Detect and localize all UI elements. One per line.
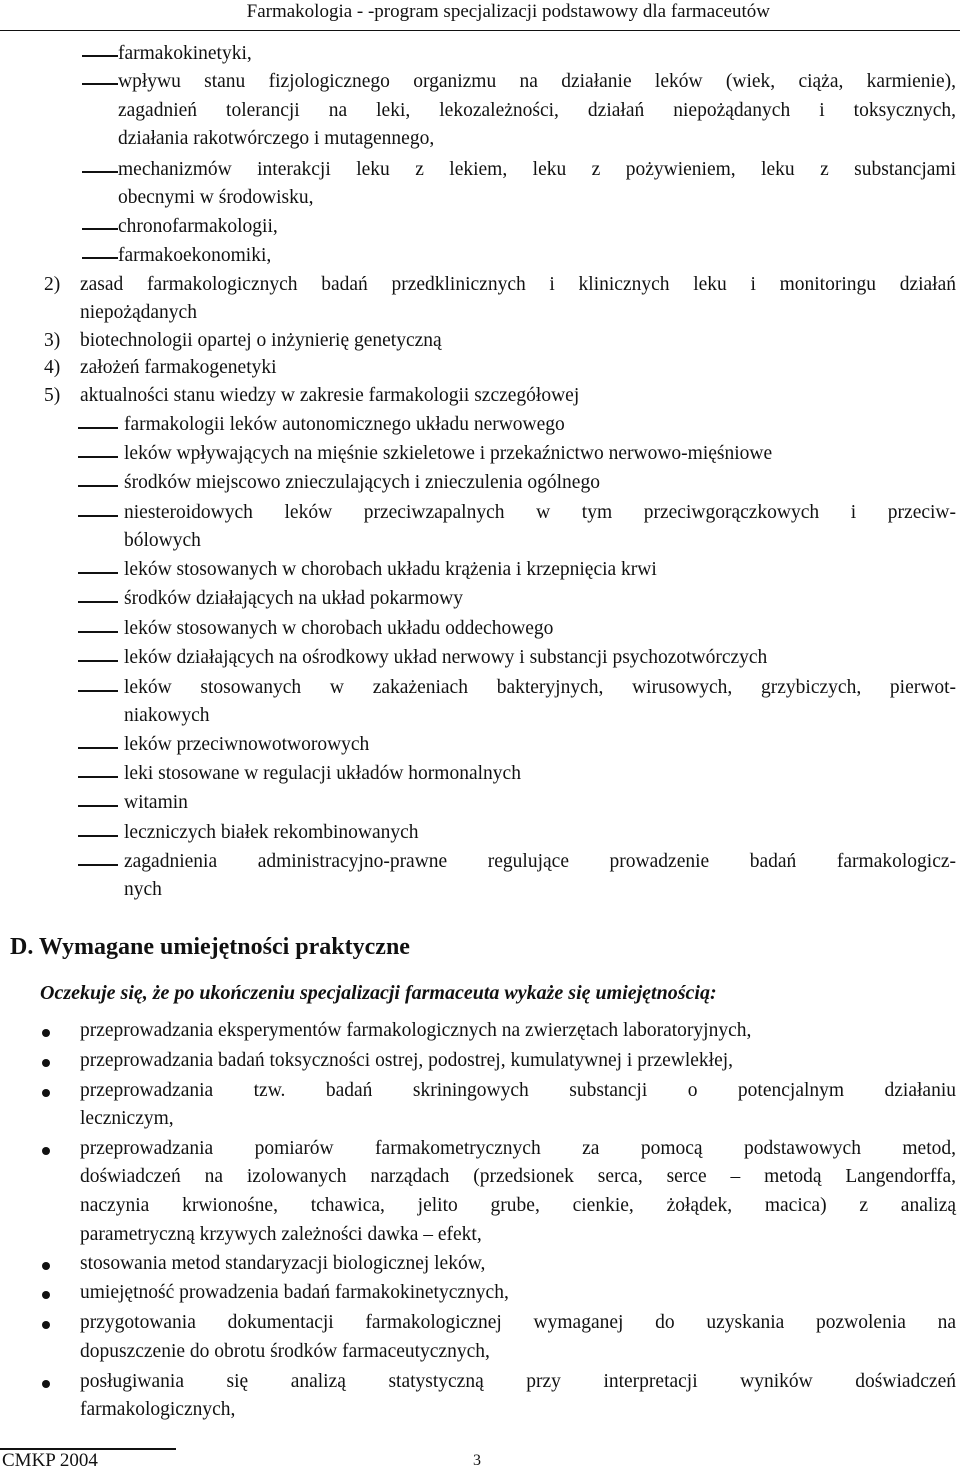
list-item: środków działających na układ pokarmowy [124, 588, 463, 609]
bullet-dot [42, 1262, 50, 1270]
list-item: przeprowadzania tzw. badań skriningowych substancji o potencjalnym działaniu [80, 1080, 956, 1101]
list-item: farmakokinetyki, [118, 43, 252, 64]
bullet-dot [42, 1059, 50, 1067]
dash-bullet [78, 631, 118, 633]
list-item: przeprowadzania badań toksyczności ostrej, podostrej, kumulatywnej i przewlekłej, [80, 1050, 734, 1071]
list-item: dopuszczenie do obrotu środków farmaceutycznych, [80, 1341, 490, 1362]
list-item: środków miejscowo znieczulających i znieczulenia ogólnego [124, 472, 600, 493]
list-item: farmakologicznych, [80, 1399, 236, 1420]
dash-bullet [82, 83, 118, 85]
list-item: wpływu stanu fizjologicznego organizmu na działanie leków (wiek, ciąża, karmienie), [118, 71, 956, 92]
list-item: chronofarmakologii, [118, 216, 278, 237]
bullet-dot [42, 1089, 50, 1097]
list-item: zasad farmakologicznych badań przedklinicznych i klinicznych leku i monitoringu działań [80, 274, 956, 295]
dash-bullet [78, 572, 118, 574]
item-number: 3) [44, 330, 61, 351]
dash-bullet [78, 776, 118, 778]
list-item: leków wpływających na mięśnie szkieletowe i przekaźnictwo nerwowo-mięśniowe [124, 443, 773, 464]
dash-bullet [78, 515, 118, 517]
footer-label: CMKP 2004 [2, 1450, 98, 1471]
list-item: umiejętność prowadzenia badań farmakokinetycznych, [80, 1282, 509, 1303]
dash-bullet [82, 55, 118, 57]
list-item: doświadczeń na izolowanych narządach (przedsionek serca, serce – metodą Langendorffa, [80, 1166, 956, 1187]
list-item: założeń farmakogenetyki [80, 357, 277, 378]
dash-bullet [82, 228, 118, 230]
list-item: przeprowadzania pomiarów farmakometrycznych za pomocą podstawowych metod, [80, 1138, 956, 1159]
dash-bullet [78, 485, 118, 487]
dash-bullet [78, 427, 118, 429]
section-heading: D. Wymagane umiejętności praktyczne [10, 934, 410, 960]
list-item: leki stosowane w regulacji układów hormonalnych [124, 763, 521, 784]
dash-bullet [78, 456, 118, 458]
dash-bullet [78, 660, 118, 662]
list-item: leków stosowanych w chorobach układu oddechowego [124, 618, 554, 639]
list-item: aktualności stanu wiedzy w zakresie farmakologii szczegółowej [80, 385, 580, 406]
list-item: posługiwania się analizą statystyczną przy interpretacji wyników doświadczeń [80, 1371, 956, 1392]
list-item: niesteroidowych leków przeciwzapalnych w tym przeciwgorączkowych i przeciw- [124, 502, 956, 523]
page-number: 3 [473, 1452, 481, 1469]
page-header [0, 0, 960, 31]
list-item: zagadnienia administracyjno-prawne regulujące prowadzenie badań farmakologicz- [124, 851, 956, 872]
dash-bullet [78, 805, 118, 807]
list-item: nych [124, 879, 162, 900]
dash-bullet [78, 690, 118, 692]
dash-bullet [78, 864, 118, 866]
bullet-dot [42, 1321, 50, 1329]
dash-bullet [78, 835, 118, 837]
list-item: przygotowania dokumentacji farmakologicznej wymaganej do uzyskania pozwolenia na [80, 1312, 956, 1333]
list-item: obecnymi w środowisku, [118, 187, 314, 208]
list-item: naczynia krwionośne, tchawica, jelito grube, cienkie, żołądek, macica) z analizą [80, 1195, 956, 1216]
dash-bullet [82, 257, 118, 259]
dash-bullet [82, 171, 118, 173]
list-item: niepożądanych [80, 302, 197, 323]
list-item: witamin [124, 792, 188, 813]
list-item: bólowych [124, 530, 201, 551]
list-item: działania rakotwórczego i mutagennego, [118, 128, 435, 149]
list-item: leków stosowanych w zakażeniach bakteryjnych, wirusowych, grzybiczych, pierwot- [124, 677, 956, 698]
list-item: farmakoekonomiki, [118, 245, 272, 266]
list-item: mechanizmów interakcji leku z lekiem, leku z pożywieniem, leku z substancjami [118, 159, 956, 180]
dash-bullet [78, 601, 118, 603]
list-item: leków stosowanych w chorobach układu krążenia i krzepnięcia krwi [124, 559, 657, 580]
item-number: 5) [44, 385, 61, 406]
header-title: Farmakologia - -program specjalizacji podstawowy dla farmaceutów [246, 1, 770, 22]
list-item: zagadnień tolerancji na leki, lekozależności, działań niepożądanych i toksycznych, [118, 100, 956, 121]
list-item: leków przeciwnowotworowych [124, 734, 370, 755]
list-item: leczniczym, [80, 1108, 174, 1129]
item-number: 2) [44, 274, 61, 295]
bullet-dot [42, 1029, 50, 1037]
list-item: biotechnologii opartej o inżynierię genetyczną [80, 330, 442, 351]
list-item: niakowych [124, 705, 210, 726]
list-item: parametryczną krzywych zależności dawka – efekt, [80, 1224, 482, 1245]
list-item: leków działających na ośrodkowy układ nerwowy i substancji psychozotwórczych [124, 647, 768, 668]
list-item: leczniczych białek rekombinowanych [124, 822, 419, 843]
item-number: 4) [44, 357, 61, 378]
dash-bullet [78, 747, 118, 749]
list-item: przeprowadzania eksperymentów farmakologicznych na zwierzętach laboratoryjnych, [80, 1020, 752, 1041]
list-item: stosowania metod standaryzacji biologicznej leków, [80, 1253, 486, 1274]
bullet-dot [42, 1380, 50, 1388]
bullet-dot [42, 1291, 50, 1299]
section-subheading: Oczekuje się, że po ukończeniu specjalizacji farmaceuta wykaże się umiejętnością: [40, 982, 717, 1004]
bullet-dot [42, 1147, 50, 1155]
list-item: farmakologii leków autonomicznego układu nerwowego [124, 414, 565, 435]
